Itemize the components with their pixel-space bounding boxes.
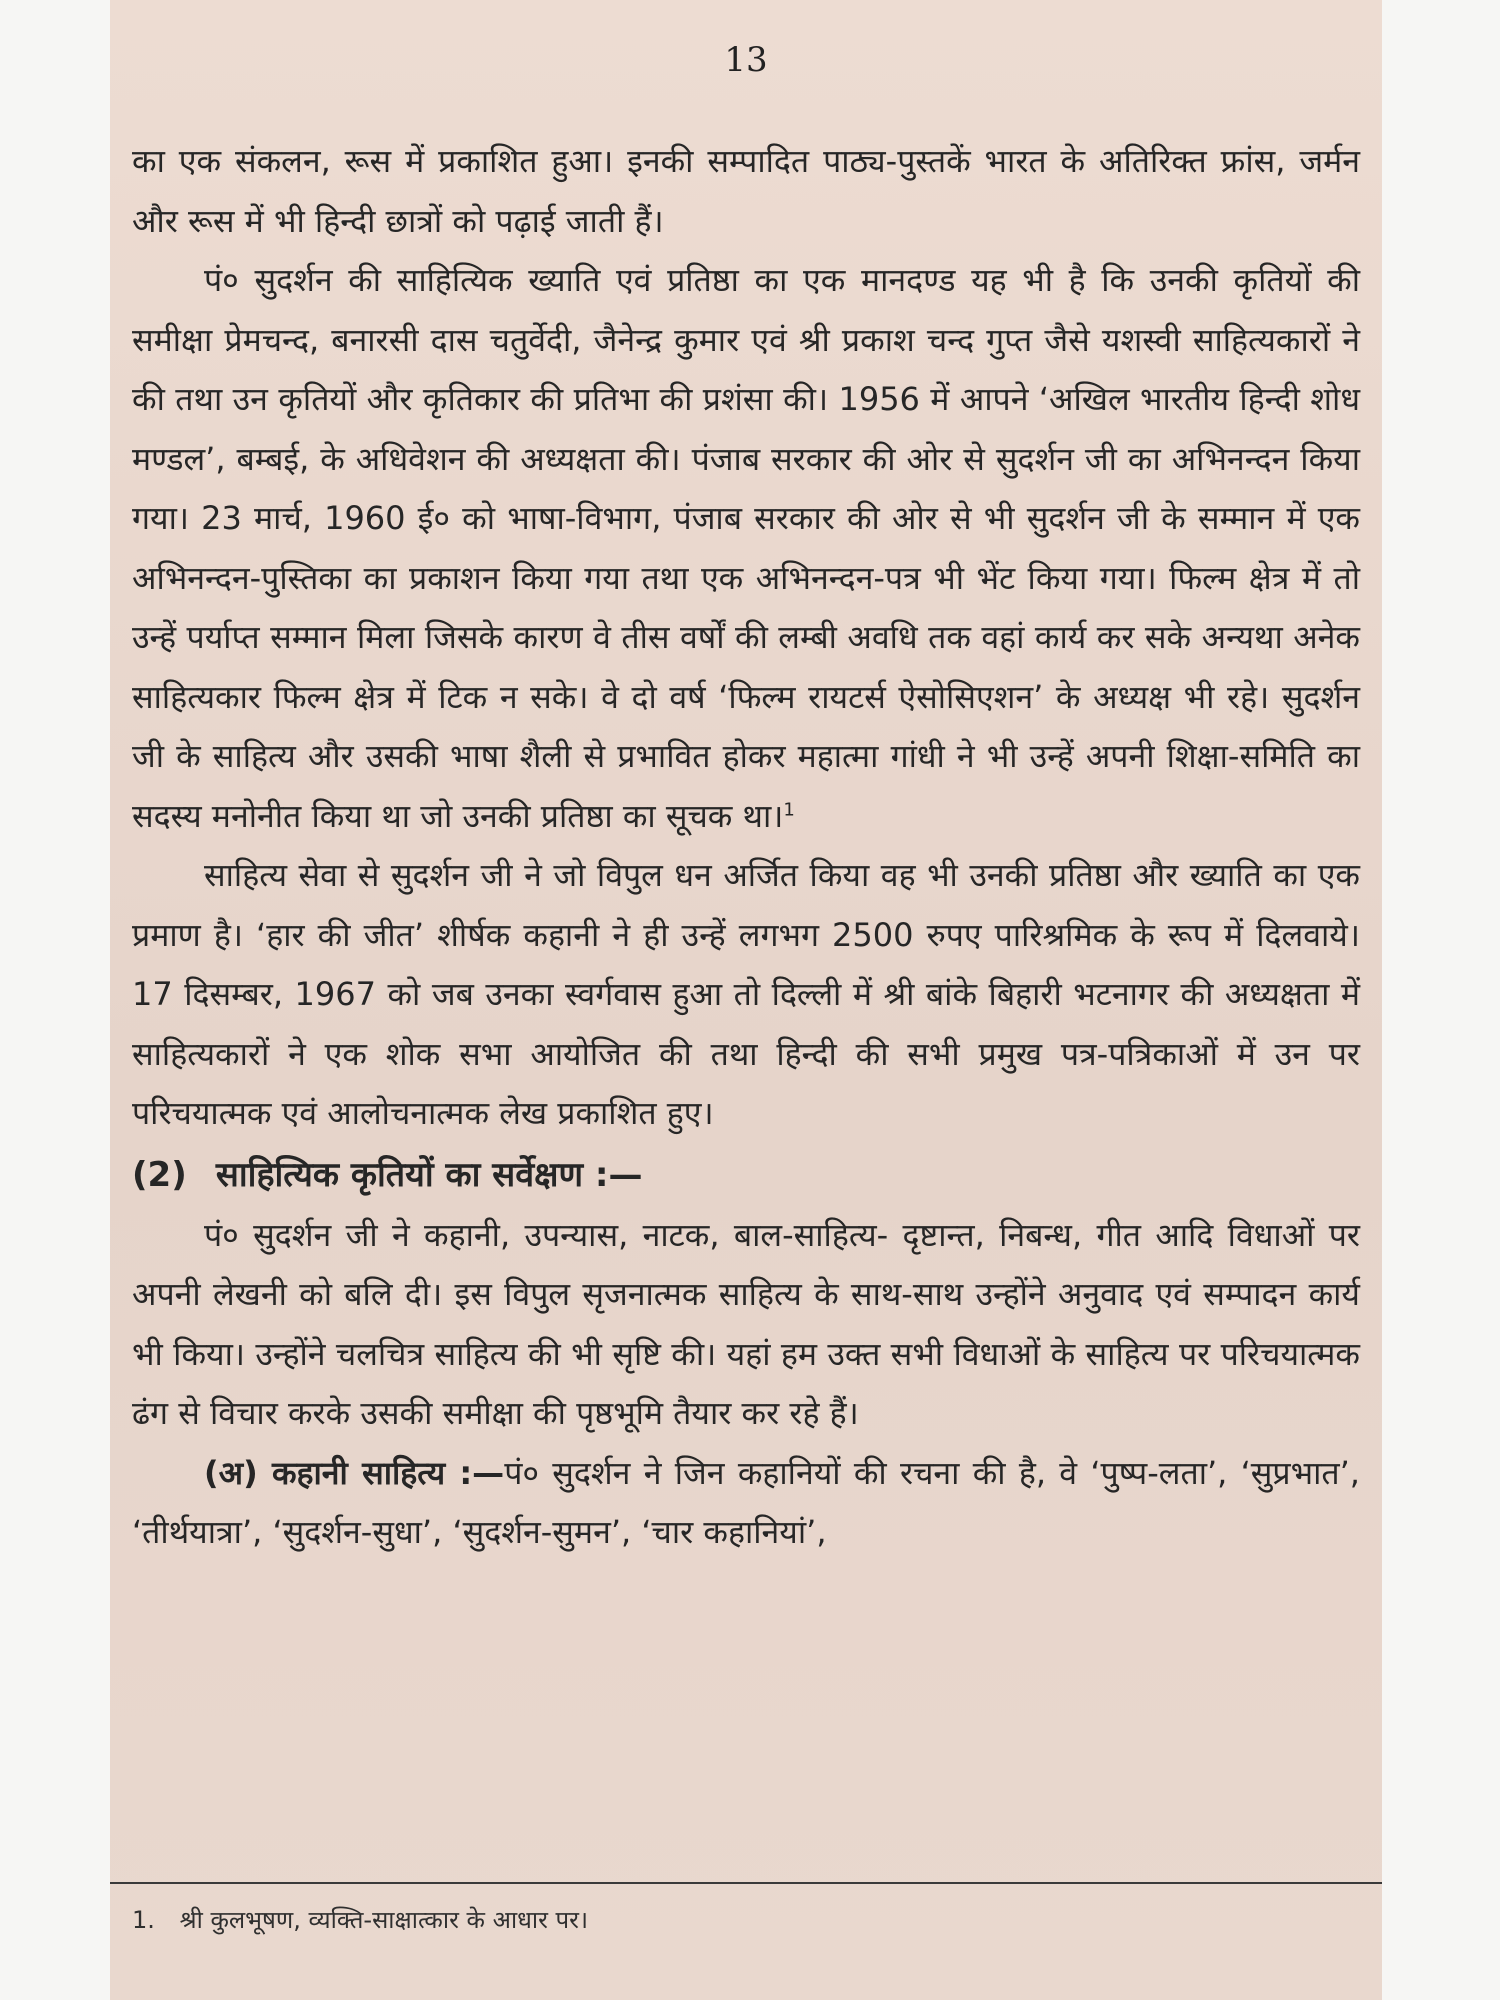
footnote-text: श्री कुलभूषण, व्यक्ति-साक्षात्कार के आधार पर। [179, 1906, 589, 1934]
footnote-divider [110, 1882, 1382, 1884]
paragraph-2-text: पं० सुदर्शन की साहित्यिक ख्याति एवं प्रतिष्ठा का एक मानदण्ड यह भी है कि उनकी कृतियों की समीक्षा प्रेमचन्द, बनारसी दास चतुर्वेदी, जैनेन्द्र कुमार एवं श्री प्रकाश चन्द गुप्त जैसे यशस्वी साहित्यकारों ने की तथा उन कृतियों और कृतिकार की प्रतिभा की प्रशंसा की। 1956 में आपने ‘अखिल भारतीय हिन्दी शोध मण्डल’, बम्बई, के अधिवेशन की अध्यक्षता की। पंजाब सरकार की ओर से सुदर्शन जी का अभिनन्दन किया गया। 23 मार्च, 1960 ई० को भाषा-विभाग, पंजाब सरकार की ओर से भी सुदर्शन जी के सम्मान में एक अभिनन्दन-पुस्तिका का प्रकाशन किया गया तथा एक अभिनन्दन-पत्र भी भेंट किया गया। फिल्म क्षेत्र में तो उन्हें पर्याप्त सम्मान मिला जिसके कारण वे तीस वर्षों की लम्बी अवधि तक वहां कार्य कर सके अन्यथा अनेक साहित्यकार फिल्म क्षेत्र में टिक न सके। वे दो वर्ष ‘फिल्म रायटर्स ऐसोसिएशन’ के अध्यक्ष भी रहे। सुदर्शन जी के साहित्य और उसकी भाषा शैली से प्रभावित होकर महात्मा गांधी ने भी उन्हें अपनी शिक्षा-समिति का सदस्य मनोनीत किया था जो उनकी प्रतिष्ठा का सूचक था। [132, 261, 1360, 835]
section-title: साहित्यिक कृतियों का सर्वेक्षण :— [215, 1154, 643, 1195]
subsection-text: पं० सुदर्शन ने जिन कहानियों की रचना की है, वे ‘पुष्प-लता’, ‘सुप्रभात’, ‘तीर्थयात्रा’, ‘सुदर्शन-सुधा’, ‘सुदर्शन-सुमन’, ‘चार कहानियां’, [132, 1453, 1360, 1551]
page-number: 13 [724, 40, 768, 80]
section-heading [132, 1144, 1360, 1206]
footnote-marker: 1 [783, 798, 795, 820]
footnote-number: 1. [132, 1906, 155, 1934]
paragraph-3: साहित्य सेवा से सुदर्शन जी ने जो विपुल धन अर्जित किया वह भी उनकी प्रतिष्ठा और ख्याति का एक प्रमाण है। ‘हार की जीत’ शीर्षक कहानी ने ही उन्हें लगभग 2500 रुपए पारिश्रमिक के रूप में दिलवाये। 17 दिसम्बर, 1967 को जब उनका स्वर्गवास हुआ तो दिल्ली में श्री बांके बिहारी भटनागर की अध्यक्षता में साहित्यकारों ने एक शोक सभा आयोजित की तथा हिन्दी की सभी प्रमुख पत्र-पत्रिकाओं में उन पर परिचयात्मक एवं आलोचनात्मक लेख प्रकाशित हुए। [132, 856, 1360, 1132]
book-page [110, 0, 1382, 2000]
subsection-heading: (अ) कहानी साहित्य :— [204, 1453, 505, 1492]
main-text [132, 132, 1360, 1563]
section-paragraph-1: पं० सुदर्शन जी ने कहानी, उपन्यास, नाटक, बाल-साहित्य- दृष्टान्त, निबन्ध, गीत आदि विधाओं पर अपनी लेखनी को बलि दी। इस विपुल सृजनात्मक साहित्य के साथ-साथ उन्होंने अनुवाद एवं सम्पादन कार्य भी किया। उन्होंने चलचित्र साहित्य की भी सृष्टि की। यहां हम उक्त सभी विधाओं के साहित्य पर परिचयात्मक ढंग से विचार करके उसकी समीक्षा की पृष्ठभूमि तैयार कर रहे हैं। [132, 1215, 1360, 1432]
subsection-paragraph [132, 1444, 1360, 1563]
paragraph-1: का एक संकलन, रूस में प्रकाशित हुआ। इनकी सम्पादित पाठ्य-पुस्तकें भारत के अतिरिक्त फ्रांस, जर्मन और रूस में भी हिन्दी छात्रों को पढ़ाई जाती हैं। [132, 142, 1360, 240]
section-number: (2) [132, 1154, 187, 1195]
footnote [132, 1900, 1360, 1940]
paragraph-2 [132, 251, 1360, 846]
